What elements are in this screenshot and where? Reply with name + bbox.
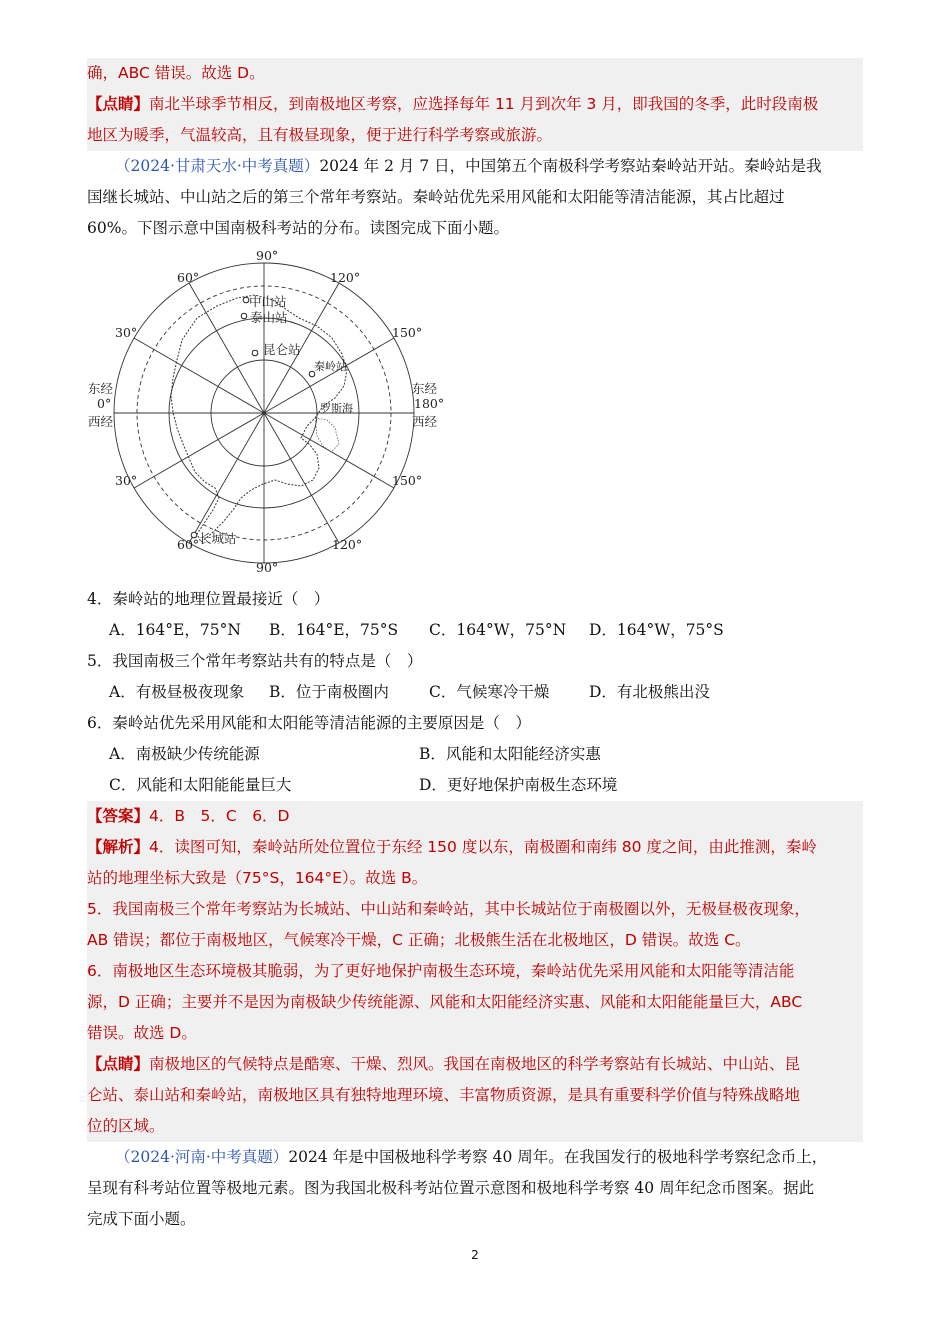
label-lon-120-bottom: 120° [332, 537, 363, 552]
option-c[interactable]: C．164°W，75°N [429, 621, 567, 639]
previous-answer-end: 确，ABC 错误。故选 D。 [87, 64, 265, 82]
previous-tip-line: 地区为暖季，气温较高，且有极昼现象，便于进行科学考察或旅游。 [87, 126, 553, 144]
answer-tag: 【答案】 [87, 807, 150, 825]
question-6 [87, 708, 863, 801]
options-row [87, 677, 863, 708]
label-lon-60-top: 60° [177, 270, 200, 285]
option-b[interactable]: B．164°E，75°S [269, 621, 399, 639]
previous-tip-line: 【点睛】南北半球季节相反，到南极地区考察，应选择每年 11 月到次年 3 月，即我国的冬季，此时段南极 [87, 95, 819, 113]
label-changcheng-station: 长城站 [199, 531, 237, 546]
analysis-line: 【解析】4．读图可知，秦岭站所处位置位于东经 150 度以东，南极圈和南纬 80 度之间，由此推测，秦岭 [87, 838, 817, 856]
label-west-left: 西经 [88, 414, 114, 429]
label-lon-0: 0° [97, 396, 112, 411]
label-zhongshan-station: 中山站 [249, 294, 287, 309]
option-a[interactable]: A．南极缺少传统能源 [109, 745, 260, 763]
antarctica-coastline [171, 295, 347, 542]
zhongshan-station-marker [243, 297, 249, 303]
label-taishan-station: 泰山站 [250, 310, 288, 325]
label-ross-sea: 罗斯海 [320, 402, 353, 415]
question-5 [87, 646, 863, 708]
options-row [87, 739, 863, 770]
option-a[interactable]: A．有极昼极夜现象 [109, 683, 245, 701]
option-c[interactable]: C．风能和太阳能能量巨大 [109, 776, 292, 794]
ross-sea-shelf [315, 418, 339, 452]
question-source: （2024·甘肃天水·中考真题） [115, 157, 320, 175]
label-lon-30-bottom-left: 30° [115, 473, 138, 488]
option-d[interactable]: D．有北极熊出没 [589, 683, 710, 701]
label-lon-120-top: 120° [330, 270, 361, 285]
label-east-left: 东经 [88, 381, 114, 396]
question-intro: （2024·河南·中考真题）2024 年是中国极地科学考察 40 周年。在我国发行的极地科学考察纪念币上， 呈现有科考站位置等极地元素。图为我国北极科考站位置示意图和极地科学考察 40 周年纪念币图案。据此 完成下面小题。 [87, 1148, 828, 1228]
antarctic-station-map [87, 248, 447, 578]
label-lon-180: 180° [414, 396, 445, 411]
label-lon-90-top: 90° [256, 248, 279, 263]
tip-tag: 【点睛】 [87, 1055, 150, 1073]
answer-line: 【答案】4．B 5．C 6．D [87, 807, 290, 825]
answer-block: 【答案】4．B 5．C 6．D 【解析】4．读图可知，秦岭站所处位置位于东经 150 度以东，南极圈和南纬 80 度之间，由此推测，秦岭 站的地理坐标大致是（75°S，164°E）。故选 B。 5．我国南极三个常年考察站为长城站、中山站和秦岭站，其中长城站位于南极圈以外，无极昼极夜现象， AB 错误；都位于南极地区，气候寒冷干燥，C 正确；北极熊生活在北极地区，D 错误。故选 C。 6．南极地区生态环境极其脆弱，为了更好地保护南极生态环境，秦岭站优先采用风能和太阳能等清洁能 源，D 正确；主要并不是因为南极缺少传统能源、风能和太阳能经济实惠、风能和太阳能能量巨大，ABC 错误。故选 D。 【点睛】南极地区的气候特点是酷寒、干燥、烈风。我国在南极地区的科学考察站有长城站、中山站、昆 仑站、泰山站和秦岭站，南极地区具有独特地理环境、丰富物质资源，是具有重要科学价值与特殊战略地 位的区域。 [87, 801, 863, 1142]
analysis-tag: 【解析】 [87, 838, 150, 856]
option-c[interactable]: C．气候寒冷干燥 [429, 683, 550, 701]
tip-line: 【点睛】南极地区的气候特点是酷寒、干燥、烈风。我国在南极地区的科学考察站有长城站、中山站、昆 [87, 1055, 801, 1073]
question-source: （2024·河南·中考真题） [115, 1148, 289, 1166]
label-lon-30-top-left: 30° [115, 325, 138, 340]
kunlun-station-marker [252, 350, 258, 356]
option-a[interactable]: A．164°E，75°N [109, 621, 241, 639]
question-stem: 4．秦岭站的地理位置最接近（ ） [87, 590, 330, 608]
label-kunlun-station: 昆仑站 [263, 342, 301, 357]
tip-tag: 【点睛】 [87, 95, 150, 113]
option-b[interactable]: B．风能和太阳能经济实惠 [419, 745, 601, 763]
label-lon-150-bottom-right: 150° [392, 473, 423, 488]
previous-answer-block [87, 58, 863, 151]
options-row [87, 615, 863, 646]
label-qinling-station: 秦岭站 [314, 360, 347, 373]
taishan-station-marker [241, 313, 247, 319]
document-page [87, 58, 863, 1235]
question-stem: 6．秦岭站优先采用风能和太阳能等清洁能源的主要原因是（ ） [87, 714, 531, 732]
label-lon-90-bottom: 90° [256, 560, 279, 575]
question-4 [87, 584, 863, 646]
options-row [87, 770, 863, 801]
label-west-right: 西经 [412, 414, 438, 429]
label-lon-150-top-right: 150° [392, 325, 423, 340]
label-lon-60-bottom: 60° [177, 537, 200, 552]
question-intro: （2024·甘肃天水·中考真题）2024 年 2 月 7 日，中国第五个南极科学考察站秦岭站开站。秦岭站是我 国继长城站、中山站之后的第三个常年考察站。秦岭站优先采用风能和太阳能等清洁能源，其占比超过 60%。下图示意中国南极科考站的分布。读图完成下面小题。 [87, 157, 822, 237]
option-b[interactable]: B．位于南极圈内 [269, 683, 389, 701]
page-number: 2 [471, 1248, 479, 1262]
option-d[interactable]: D．164°W，75°S [589, 621, 724, 639]
option-d[interactable]: D．更好地保护南极生态环境 [419, 776, 618, 794]
question-stem: 5．我国南极三个常年考察站共有的特点是（ ） [87, 652, 423, 670]
label-east-right: 东经 [412, 381, 438, 396]
